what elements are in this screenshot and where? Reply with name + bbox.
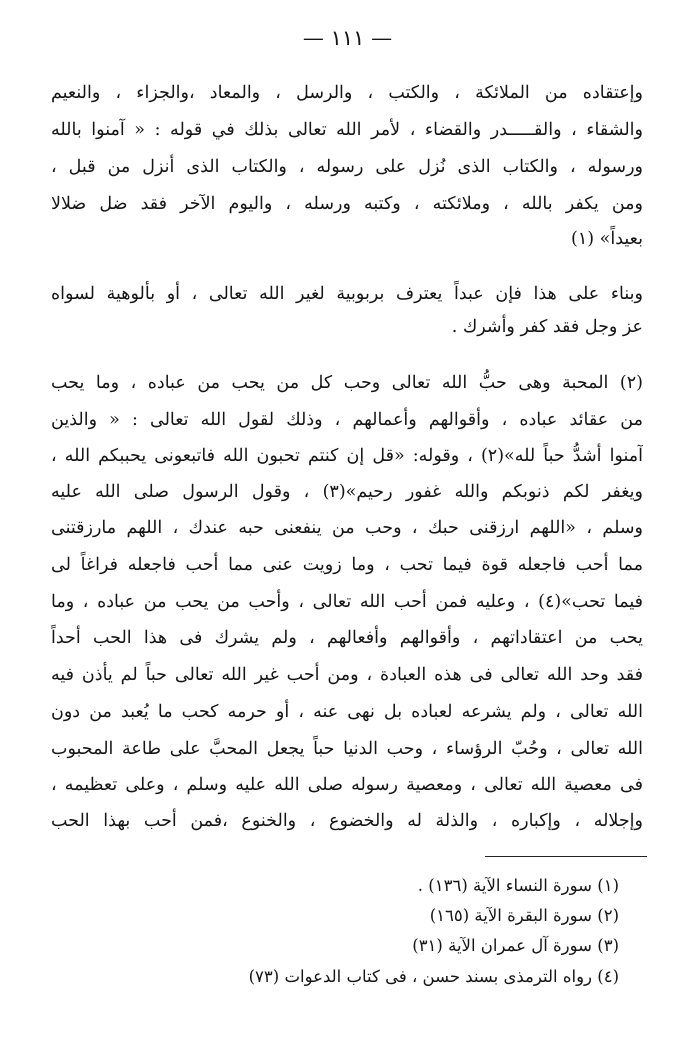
paragraph-3-line: ويغفر لكم ذنوبكم والله غفور رحيم»(٣) ، وقول الرسول صلى الله عليه [51,482,643,502]
paragraph-3-line: فقد وحد الله تعالى فى هذه العبادة ، ومن أحب غير الله تعالى حباً لم يأذن فيه [51,665,643,685]
paragraph-3-line: الله تعالى ، ولم يشرعه لعباده بل نهى عنه ، أو حرمه كحب ما يُعبد من دون [51,702,643,722]
footnote: (١) سورة النساء الآية (١٣٦) . [417,876,619,895]
paragraph-3-line: فيما تحب»(٤) ، وعليه فمن أحب الله تعالى ، وأحب من يحب من عباده ، وما [51,592,643,612]
paragraph-3-line: (٢) المحبة وهى حبُّ الله تعالى وحب كل من يحب من عباده ، وما يحب [51,373,643,393]
footnote: (٣) سورة آل عمران الآية (٣١) [412,936,619,955]
footnote: (٤) رواه الترمذى بسند حسن ، فى كتاب الدعوات (٧٣) [248,967,619,986]
paragraph-3-line: آمنوا أشدُّ حباً لله»(٢) ، وقوله: «قل إن كنتم تحبون الله فاتبعونى يحببكم الله ، [51,446,643,466]
paragraph-3-line: مما أحب فاجعله قوة فيما تحب ، وما زويت عنى مما أحب فاجعله فراغاً لى [51,555,643,575]
paragraph-3-line: يحب من اعتقاداتهم ، وأقوالهم وأفعالهم ، ولم يشرك فى هذا الحب أحداً [51,628,643,648]
paragraph-1-line: ومن يكفر بالله ، وملائكته ، وكتبه ورسله ، واليوم الآخر فقد ضل ضلالا [51,194,643,214]
paragraph-3-line: من عقائد عباده ، وأقوالهم وأعمالهم ، وذلك لقول الله تعالى : « والذين [51,410,643,430]
paragraph-1-line: ورسوله ، والكتاب الذى نُزل على رسوله ، والكتاب الذى أنزل من قبل ، [51,157,643,177]
paragraph-1-line: والشقاء ، والقـــــدر والقضاء ، لأمر الله تعالى بذلك في قوله : « آمنوا بالله [51,120,643,140]
footnote-separator [485,856,647,857]
paragraph-1-line: بعيداً» (١) [571,229,643,249]
paragraph-3-line: الله تعالى ، وحُبّ الرؤساء ، وحب الدنيا حباً يجعل المحبَّ على طاعة المحبوب [51,739,643,759]
paragraph-1-line: وإعتقاده من الملائكة ، والكتب ، والرسل ، والمعاد ،والجزاء ، والنعيم [51,83,643,103]
footnote: (٢) سورة البقرة الآية (١٦٥) [429,906,619,925]
page-number: — ١١١ — [302,26,393,50]
paragraph-2-line: وبناء على هذا فإن عبداً يعترف بربوبية لغير الله تعالى ، أو بألوهية لسواه [51,284,643,304]
paragraph-3-line: فى معصية الله تعالى ، ومعصية رسوله صلى الله عليه وسلم ، وعلى تعظيمه ، [51,775,643,795]
paragraph-3-line: وإجلاله ، وإكباره ، والذلة له والخضوع ، والخنوع ،فمن أحب بهذا الحب [51,811,643,831]
paragraph-2-line: عز وجل فقد كفر وأشرك . [451,317,643,337]
paragraph-3-line: وسلم ، «اللهم ارزقنى حبك ، وحب من ينفعنى حبه عندك ، اللهم مارزقتنى [51,518,643,538]
